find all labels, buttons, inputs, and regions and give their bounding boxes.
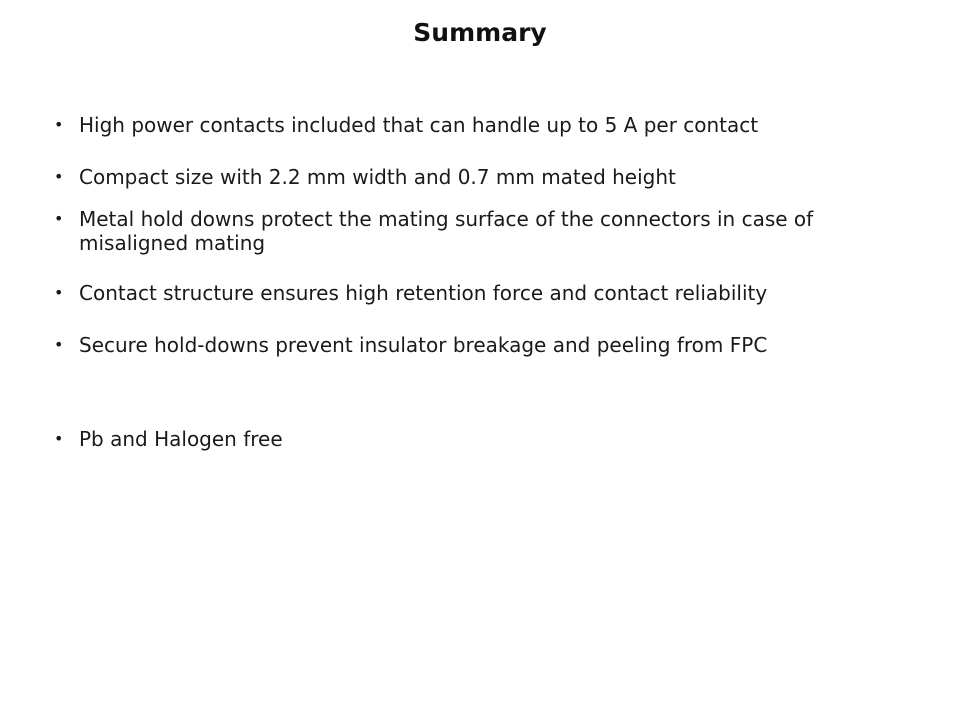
bullet-text: Compact size with 2.2 mm width and 0.7 mm mated height <box>79 165 676 189</box>
bullet-dot: • <box>54 115 64 134</box>
bullet-item <box>54 165 914 189</box>
bullet-text: Secure hold-downs prevent insulator breakage and peeling from FPC <box>79 333 768 357</box>
bullet-text: Pb and Halogen free <box>79 427 283 451</box>
bullet-text: Metal hold downs protect the mating surface of the connectors in case of misaligned mating <box>79 207 814 255</box>
bullet-item <box>54 333 854 367</box>
bullet-dot: • <box>54 167 64 186</box>
bullet-text: Contact structure ensures high retention force and contact reliability <box>79 281 768 305</box>
bullet-item <box>54 113 914 137</box>
bullet-item <box>54 427 914 451</box>
bullet-item <box>54 207 864 255</box>
bullet-dot: • <box>54 209 64 228</box>
bullet-dot: • <box>54 283 64 302</box>
bullet-dot: • <box>54 335 64 354</box>
bullet-dot: • <box>54 429 64 448</box>
bullet-text: High power contacts included that can handle up to 5 A per contact <box>79 113 759 137</box>
bullet-item <box>54 281 914 305</box>
slide-title: Summary <box>413 18 547 47</box>
